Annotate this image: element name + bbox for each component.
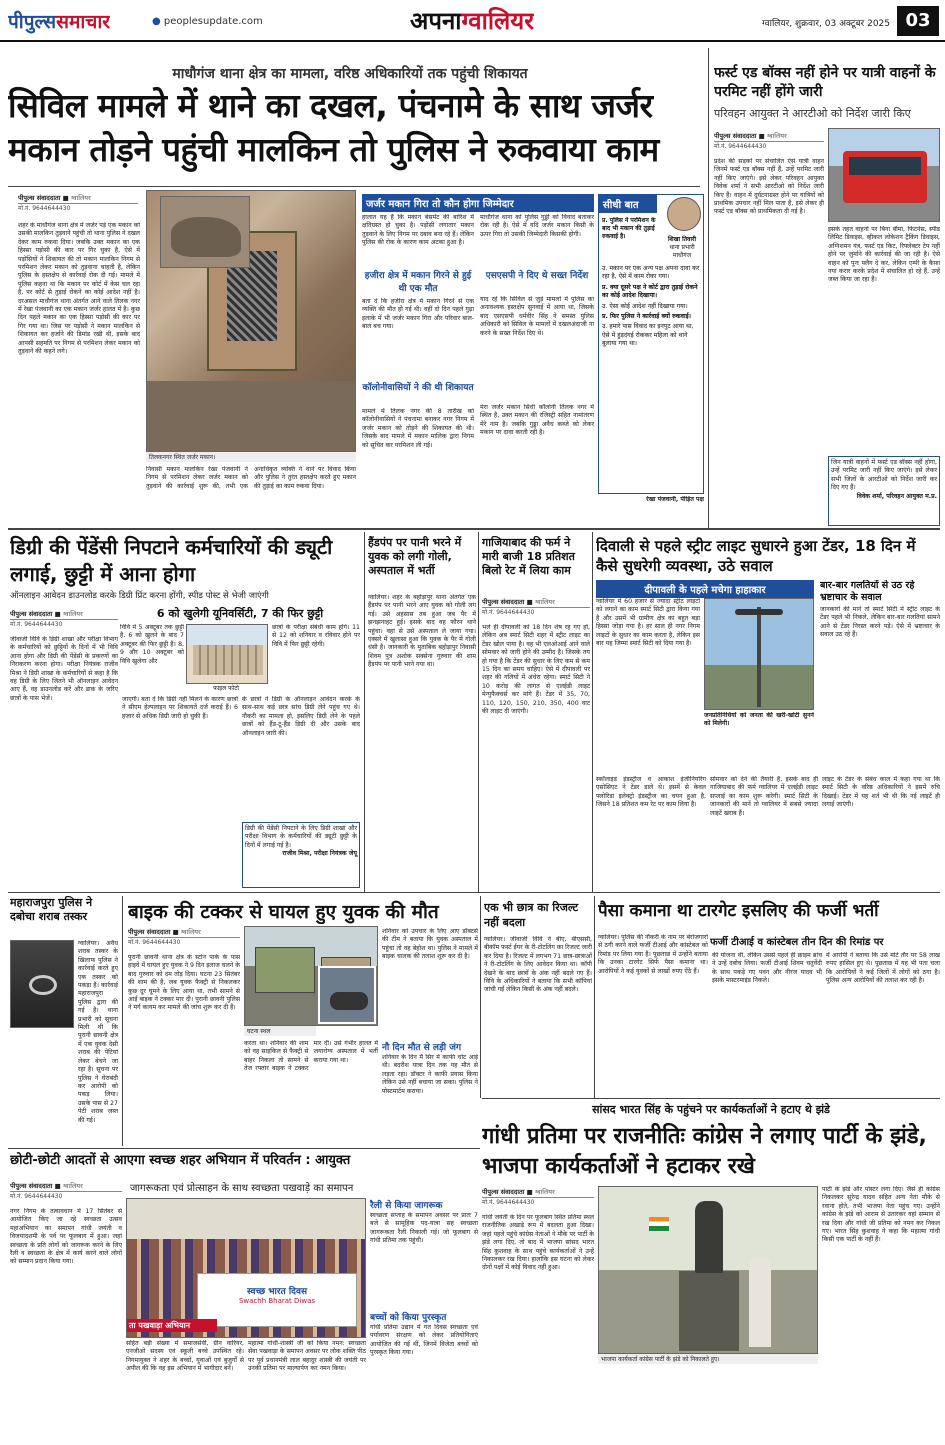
firstaid-box-sign: विवेक शर्मा, परिवहन आयुक्त म.प्र. bbox=[856, 492, 937, 500]
sub5-title: एसएसपी ने दिए थे सख्त निर्देश bbox=[485, 271, 589, 281]
interview-person: शिखा तिवारी bbox=[667, 236, 697, 243]
fake-subhead: फर्जी टीआई व कांस्टेबल तीन दिन की रिमांड पर bbox=[710, 937, 884, 948]
website-link[interactable] bbox=[152, 16, 263, 27]
paper-logo[interactable] bbox=[8, 8, 110, 34]
quote-signature: रेखा पंजवानी, पीड़ित पक्ष bbox=[646, 496, 704, 503]
qa-line: प्र. फिर पुलिस ने कार्रवाई क्यों रुकवाई। bbox=[602, 313, 691, 321]
page-number: 03 bbox=[897, 6, 939, 36]
diwali-sub-right: बार-बार गलतियों से उठ रहे भ्रष्टाचार के सवाल bbox=[820, 580, 915, 603]
degree-info-2: छात्रों के परीक्षा संबंधी काम होंगे। 11 से 12 को शनिवार व रविवार होने पर विवि में फिर छुट्टी रहेगी। bbox=[272, 624, 360, 648]
swachh-banner-left: ता पखवाड़ा अभियान bbox=[127, 1319, 217, 1332]
degree-byline: पीपुल्स संवाददाता ■ ग्वालियर मो.नं. 9644644430 bbox=[10, 608, 118, 628]
diwali-photo bbox=[704, 598, 814, 710]
fake-body: ग्वालियर। पुलिस की नौकरी के नाम पर बेरोजगारों से ठगी करने वाले फर्जी टीआई और कांस्टेबल को रिमांड पर लिया गया है। पूछताछ में उन्होंने बताया कि उनका टारगेट सिर्फ पैसा कमाना था। आरोपियों ने कई युवकों से लाखों रुपए ऐंठे हैं। bbox=[598, 934, 708, 975]
fake-headline: पैसा कमाना था टारगेट इसलिए की फर्जी भर्ती bbox=[598, 901, 879, 921]
diwali-body-4: लाइट के टेंडर के संबंध काल में कहा गया था कि स्मार्ट सिटी के वरिष्ठ अधिकारियों ने इसमें रुचि दिखाई। टेंडर में यह शर्त भी थी कि नई लाइटें ही लगाई जाएंगी। bbox=[822, 776, 940, 809]
byline-name: पीपुल्स संवाददाता bbox=[18, 194, 61, 202]
diwali-right-body: जानकारों की मानें तो स्मार्ट सिटी में स्ट्रीट लाइट के टेंडर पहले भी निकले, लेकिन बार-बार गलतियां सामने आने से टेंडर निरस्त करने पड़े। ऐसे में भ्रष्टाचार के सवाल उठ रहे हैं। bbox=[820, 606, 940, 639]
degree-info-1: विवि में 5 अक्टूबर तक छुट्टी है, 6 को खुलने के बाद 7 अक्टूबर की फिर छुट्टी है। 8, 9 और 10 अक्टूबर को विवि खुलेगा और bbox=[120, 624, 184, 665]
divider bbox=[8, 528, 940, 530]
robbery-headline: महाराजपुरा पुलिस ने दबोचा शराब तस्कर bbox=[10, 896, 93, 923]
result-headline: एक भी छात्र का रिजल्ट नहीं बदला bbox=[484, 901, 579, 929]
degree-photo bbox=[186, 624, 268, 684]
swachh-body: नगर निगम के तत्वावधान में 17 सितंबर से आयोजित किए जा रहे स्वच्छता उत्सव महाअभियान का समापन गांधी जयंती व विजयादशमी के पर्व पर फूलबाग में हुआ। जहां स्वच्छता के प्रति लोगों को जागरूक करने के लिए रैली व स्वच्छता के क्षेत्र में कार्य करने वाले लोगों को सम्मान प्रदान किया गया। bbox=[10, 1208, 122, 1266]
swachh-subhead: जागरूकता एवं प्रोत्साहन के साथ स्वच्छता पखवाड़े का समापन bbox=[130, 1183, 354, 1194]
firstaid-byline: पीपुल्स संवाददाता ■ ग्वालियर मो.नं. 9644644430 bbox=[714, 130, 824, 150]
photo-rubble-shape bbox=[147, 381, 356, 452]
degree-box-text: डिग्री की पेंडेंसी निपटाने के लिए डिग्री शाखा और परीक्षा विभाग के कर्मचारियों की ड्यूटी छुट्टी के दिनों में लगाई गई है। bbox=[245, 825, 357, 849]
byline-city: ग्वालियर bbox=[535, 598, 555, 606]
byline-name: पीपुल्स संवाददाता bbox=[128, 928, 171, 936]
lead-body-2: निवासी मकान मालकिन रेखा पंजवानी ने निगम से परमिशन लेकर जर्जर मकान को तुड़वाने की कार्रवाई शुरू की, तभी एक अनाधिकृत व्यक्ति ने थाने पर विवाद किया और पुलिस ने तुरंत हस्तक्षेप करते हुए मकान की तुड़ाई का काम रुकवा दिया। bbox=[146, 466, 356, 490]
interview-label: सीधी बात bbox=[599, 195, 657, 213]
lead-kicker: माधौगंज थाना क्षेत्र का मामला, वरिष्ठ अधिकारियों तक पहुंची शिकायत bbox=[172, 66, 528, 82]
byline-phone: मो.नं. 9644644430 bbox=[10, 621, 63, 628]
paper-name-left: पीपुल्स bbox=[8, 11, 57, 33]
interview-qa bbox=[602, 217, 660, 241]
diwali-sub-left: दीपावली के पहले मचेगा हाहाकार bbox=[596, 580, 814, 598]
interview-qa-rest bbox=[602, 265, 702, 349]
quote-body: मेरा जर्जर मकान सिंधी कॉलोनी तिलक नगर में स्थित है, उक्त मकान की रजिस्ट्री सहित नामांतरण मेरे नाम है। जबकि गुड्डा अवैध कब्जे को लेकर मकान पर दावा करती रही है। bbox=[480, 404, 594, 437]
gandhi-photo-caption: भाजपा कार्यकर्ता कांग्रेस पार्टी के झंडे को निकालते हुए। bbox=[598, 1354, 818, 1364]
diwali-body: ग्वालियर में 60 हजार से ज्यादा स्ट्रीट लाइटों को लगाने का काम स्मार्ट सिटी द्वारा किया गया है और उसमें भी ग्रामीण क्षेत्र का बहुत बड़ा हिस्सा जोड़ा गया है। हर साल ही नगर निगम लाइटों के सुधार का काम करता है, लेकिन इस बार यह जिम्मा स्मार्ट सिटी को दिया गया है। bbox=[596, 598, 700, 648]
sub5-body: याद रहे कि सिविल से जुड़े मामलों में पुलिस का अनावश्यक हस्तक्षेप सुनवाई में आया था, जिसके बाद एसएसपी धर्मवीर सिंह ने समस्त पुलिस अधिकारी को सिविल के मामलों में दखलअंदाजी ना करने के सख्त निर्देश दिए थे। bbox=[480, 296, 594, 337]
lead-byline: पीपुल्स संवाददाता ■ ग्वालियर मो.नं. 9644644430 bbox=[18, 192, 138, 212]
lead-headline: सिविल मामले में थाने का दखल, पंचनामे के साथ जर्जर मकान तोड़ने पहुंची मालकिन तो पुलिस ने रुकवाया काम bbox=[8, 86, 659, 169]
degree-body-3: के छात्रों ने डिग्री के ऑनलाइन आवेदन करके के साथ-साथ कई छात्र सांच डिग्री लेने पहुंच गए थे। नौकरी का मामला हो, इसलिए डिग्री लेने के पहले छात्रों को हैंड-टू-हैंड डिग्री दी और उसके बाद ऑनलाइन जारी की। bbox=[242, 696, 360, 737]
handpump-headline: हैंडपंप पर पानी भरने में युवक को लगी गोली, अस्पताल में भर्ती bbox=[368, 536, 462, 577]
column-divider bbox=[594, 896, 595, 1098]
statue-pedestal-shape bbox=[679, 1271, 739, 1351]
divider bbox=[482, 1098, 940, 1099]
gandhi-photo bbox=[598, 1186, 818, 1354]
column-divider bbox=[592, 532, 593, 892]
byline-name: पीपुल्स संवाददाता bbox=[482, 598, 525, 606]
statue-shape bbox=[695, 1201, 723, 1273]
byline-phone: मो.नं. 9644644430 bbox=[482, 1199, 535, 1206]
firstaid-body-2: इसके तहत वाहनों पर बिना बीमा, फिटनेस, स्पीड लिमिट डिवाइस, व्हीकल लोकेशन ट्रैकिंग डिवाइस, अग्निशमन यंत्र, फर्स्ट एड किट, रिफ्लेक्टर टेप नहीं होने पर जुर्माने की कार्रवाई की जा रही है। ऐसे वाहन को पुनः फ्लैग दे कर, लेकिन एम्पी के कैफ़ा नया करार करके प्रदेश में संचालित हो रहे हैं, उन्हें जब्त किया जा रहा है। bbox=[828, 226, 940, 284]
lead-photo-inset bbox=[160, 196, 250, 268]
interview-avatar bbox=[667, 197, 701, 231]
bike-sub-body: शनिवार के दिन मैं सिर में काफी चोट आई थी। बदरीश यात्रा दिन तक यह मौत से लड़ता रहा। डॉक्टर ने काफी प्रयास किया लेकिन उसे नहीं बचाया जा सका। पुलिस ने पोस्टमार्टम कराया। bbox=[382, 1054, 478, 1095]
degree-subhead: ऑनलाइन आवेदन डाउनलोड करके डिग्री प्रिंट करना होंगी, स्पीड पोस्ट से भेजी जाएंगी bbox=[10, 591, 269, 601]
bike-sub-title: नौ दिन मौत से लड़ी जंग bbox=[382, 1043, 462, 1053]
website-text: peoplesupdate.com bbox=[163, 16, 263, 27]
qa-line: उ. हमारे पास विवाद का इनपुट आया था, ऐसे में हुड़दंगई रोककर महिला को थाने बुलाया गया था। bbox=[602, 323, 694, 348]
column-divider bbox=[480, 896, 481, 1098]
swachh-byline: पीपुल्स संवाददाता ■ ग्वालियर मो.नं. 9644644430 bbox=[10, 1180, 122, 1200]
firstaid-bus-photo bbox=[828, 128, 940, 222]
qa-line: प्र. क्या दूसरे पक्ष ने कोर्ट द्वारा तुड़ाई रोकने का कोई आदेश दिखाया। bbox=[602, 283, 698, 300]
byline-city: ग्वालियर bbox=[767, 132, 787, 140]
degree-photo-caption: फाइल फोटो bbox=[213, 685, 239, 692]
byline-city: ग्वालियर bbox=[181, 928, 201, 936]
qa-line: प्र. पुलिस ने परमिशन के बाद भी मकान की तुड़ाई रुकवाई है। bbox=[602, 217, 656, 240]
truck-shape bbox=[255, 947, 315, 993]
inset-rubble bbox=[171, 217, 241, 257]
interview-box bbox=[598, 194, 704, 494]
sub1-body: हालात यह हैं कि मकान बेसमेंट की बारिश में क्षतिग्रस्त हो चुका है। पड़ोसी लगातार मकान तुड़वाने के लिए निगम पर दबाव बना रहे हैं। लेकिन पुलिस की रोक के कारण काम अटका हुआ है। bbox=[362, 214, 474, 247]
column-divider bbox=[478, 532, 479, 892]
firstaid-subhead: परिवहन आयुक्त ने आरटीओ को निर्देश जारी किए bbox=[714, 107, 911, 120]
streetlight-arm-shape bbox=[735, 609, 783, 615]
gandhi-headline: गांधी प्रतिमा पर राजनीतिः कांग्रेस ने लगाए पार्टी के झंडे, भाजपा कार्यकर्ताओं ने हटाकर रखे bbox=[482, 1124, 927, 1179]
ghaziabad-body: भले ही दीपावली को 18 दिन शेष रह गए हों, लेकिन अब स्मार्ट सिटी शहर में स्ट्रीट लाइट का टेंडर खोल पाया है। वह भी एलओआई आने वाले सोमवार को जारी होने की उम्मीद है। जिसके तय हो गया है कि टेंडर की सुधार के लिए कम से कम 15 दिन का समय चाहिए। ऐसे में दीपावली पर शहर की गलियों में अंधेरा रहेगा। स्मार्ट सिटी ने 10 करोड़ की लागत से एलईडी लाइट मेन्युफैक्चर्स कर मांगे हैं। टेंडर में 35, 70, 110, 120, 150, 210, 350, 400 वाट की लाइट दी जाएंगी। bbox=[482, 624, 590, 716]
byline-phone: मो.नं. 9644644430 bbox=[714, 143, 767, 150]
section-title-b: ग्वालियर bbox=[461, 7, 535, 35]
person-shape bbox=[749, 1257, 771, 1347]
byline-city: ग्वालियर bbox=[63, 1182, 83, 1190]
result-body: ग्वालियर। जीवाजी विवि ने बीए, बीएससी, बीकॉम फर्स्ट ईयर के री-टोटलिंग का रिजल्ट जारी कर दिया है। रिजल्ट में लगभग 71 छात्र-छात्राओं ने री-टोटलिंग के लिए आवेदन किया था। कॉपी देखने के बाद छात्रों के अंक नहीं बदले गए हैं। विवि के अधिकारियों ने बताया कि सभी कॉपियां जांची गईं लेकिन किसी के अंक नहीं बदले। bbox=[484, 936, 592, 994]
gandhi-byline: पीपुल्स संवाददाता ■ ग्वालियर मो.नं. 9644644430 bbox=[482, 1186, 594, 1206]
swachh-sub2-title: बच्चों को किया पुरस्कृत bbox=[370, 1313, 447, 1323]
byline-phone: मो.नं. 9644644430 bbox=[10, 1193, 63, 1200]
byline-name: पीपुल्स संवाददाता bbox=[10, 610, 53, 618]
ghaziabad-headline: गाजियाबाद की फर्म ने मारी बाजी 18 प्रतिशत बिलो रेट में लिया काम bbox=[482, 536, 575, 577]
bike-photo-inset bbox=[318, 966, 376, 1024]
bike-col3: शनिवार को उपचार के लिए आए डॉक्टर्स की टीम ने बताया कि युवक अस्पताल में पहुंचा तो वह बेहोश था। पुलिस ने मामले में बाइक चालक की तलाश शुरू कर दी है। bbox=[382, 928, 478, 961]
lead-body: शहर के माधौगंज थाना क्षेत्र में जर्जर पड़े एक मकान को उसकी मालकिन तुड़वाने पहुंची तो थाना पुलिस ने दखल देकर काम रुकवा दिया। जबकि उक्त मकान का एक हिस्सा पड़ोसी की कार पर गिर चुका है, ऐसे में पड़ोसियों ने शिकायत की तो मकान मालकिन निगम से परमिशन लेकर मकान को तुड़वाना चाहती है, लेकिन पुलिस के हस्तक्षेप से कार्रवाई रोक दी गई। मामले में पुलिस कहना था कि मकान पर कोर्ट में केस चल रहा है, पर कोर्ट से तुड़ाई रोकने का कोई आदेश नहीं है। दरअसल माधौगंज थाना अंतर्गत आने वाले तिलक नगर में रेखा पंजवानी का एक मकान जर्जर हालत में है। कुछ दिन पहले मकान का एक हिस्सा पड़ोसी की कार पर गिर गया था। जिस पर पड़ोसी ने मकान मालकिन से शिकायत कर हर्जाने की डिमांड रखी थी, इसके बाद आपसी सहमति पर निगम से परमिशन लेकर मकान को तुड़वाने की कहने लगे। bbox=[18, 222, 140, 356]
byline-name: पीपुल्स संवाददाता bbox=[10, 1182, 53, 1190]
diwali-body-2: स्कॉलाइड इंडस्ट्रीज व आकाश इंजीनियरिंग एसोसिएट ने टेंडर डाले थे। इसमें से केवल फ्लोरिडा इलेक्ट्रो इंडस्ट्रीज का चयन हुआ है, जिसने 18 प्रतिशत कम रेट पर काम लिया है। bbox=[596, 776, 706, 809]
degree-body-2: जाएगी। बता दें कि डिग्री नहीं मिलने के कारण छात्रों ने सीएम हेल्पलाइन पर शिकायतें दर्ज कराई हैं। 6 हजार से अधिक डिग्री जारी हो चुकी हैं। bbox=[122, 696, 238, 720]
byline-city: ग्वालियर bbox=[71, 194, 91, 202]
bike-photo-caption: घटना स्थल bbox=[244, 1026, 316, 1036]
masthead bbox=[0, 0, 945, 42]
sub4-body: माधौगंज थाना को पुलिस गुड्डी को विवाद बताकर रोक रही है। ऐसे में यदि जर्जर मकान किसी के ऊपर गिरा तो उसकी जिम्मेदारी किसकी होगी। bbox=[480, 214, 594, 238]
section-title bbox=[410, 4, 534, 37]
globe-icon: ● bbox=[152, 16, 164, 27]
swachh-headline: छोटी-छोटी आदतों से आएगा स्वच्छ शहर अभियान में परिवर्तन : आयुक्त bbox=[10, 1153, 351, 1168]
divider bbox=[8, 186, 700, 187]
gandhi-kicker: सांसद भारत सिंह के पहुंचने पर कार्यकर्ताओं ने हटाए थे झंडे bbox=[592, 1103, 830, 1116]
diwali-body-3: सोमवार को देने की तैयारी है, इसके बाद ही गाजियाबाद की फर्म ग्वालियर में एलईडी लाइट सप्लाई का काम शुरू करेगी। स्मार्ट सिटी के जानकारों की मानें तो ग्वालियर में सबसे ज्यादा लाइटें खराब हैं। bbox=[710, 776, 818, 817]
flag-shape bbox=[649, 1217, 669, 1231]
banner-shape bbox=[197, 1273, 357, 1327]
sub3-title: कॉलोनीवासियों ने की थी शिकायत bbox=[362, 383, 474, 393]
qa-line: उ. मकान पर एक अन्य पक्ष अपना दावा कर रहा है, ऐसे में काम रोका गया। bbox=[602, 265, 700, 281]
bus-window-shape bbox=[849, 157, 921, 175]
firstaid-box-text: जिन यात्री वाहनों में फर्स्ट एड बॉक्स नहीं होगा, उन्हें परमिट जारी नहीं किए जाएंगे। इसे लेकर सभी जिलों के आरटीओ को निर्देश जारी कर दिए गए हैं। bbox=[831, 459, 937, 492]
issue-date: ग्वालियर, शुक्रवार, 03 अक्टूबर 2025 bbox=[762, 19, 890, 29]
qa-line: उ. ऐसा कोई आदेश नहीं दिखाया गया। bbox=[602, 302, 688, 310]
bike-shape bbox=[330, 992, 368, 1010]
ghaziabad-byline: पीपुल्स संवाददाता ■ ग्वालियर मो.नं. 9644644430 bbox=[482, 596, 590, 616]
byline-phone: मो.नं. 9644644430 bbox=[482, 609, 535, 616]
sub2-body: बता दें कि हजीरा क्षेत्र में मकान गिरने से एक व्यक्ति की मौत हो गई थी। वहीं दो दिन पहले गुढ़ा इलाके में भी जर्जर मकान गिरा और परिवार बाल-बाल बच गया। bbox=[362, 298, 474, 331]
swachh-body-2: सहित बड़ी संख्या में समाजसेवी, ग्रीन वारियर, एनजीओ सदस्य एवं स्कूली बच्चे उपस्थित रहे। निगमायुक्त ने शहर के बच्चों, युवाओं एवं बुजुर्गों से अपील की कि वह इस अभियान में भागीदार बनें। bbox=[126, 1340, 244, 1373]
section-title-a: अपना bbox=[410, 7, 462, 35]
streetlight-pole-shape bbox=[757, 607, 761, 707]
column-divider bbox=[364, 532, 365, 892]
byline-city: ग्वालियर bbox=[63, 610, 83, 618]
degree-body: जीवाजी विवि के डिग्री शाखा और परीक्षा विभाग के कर्मचारियों को छुट्टियों के दिनों में भी विवि आना होगा और डिग्री की पेंडेंसी के प्रकरणों का निराकरण करना होगा। परीक्षा नियंत्रक राजीव मिश्रा ने डिग्री शाखा के कर्मचारियों से कहा है कि वह डिग्री के लिए जितने भी ऑनलाइन आवेदन आए हैं, वह डाउनलोड करें और डाक के जरिए छात्रों के पास भेजें। bbox=[10, 636, 118, 702]
firstaid-box bbox=[828, 456, 940, 526]
swachh-banner-sub: Swachh Bharat Diwas bbox=[238, 1297, 316, 1305]
building-shape bbox=[193, 645, 263, 675]
swachh-col-mid: महात्मा गांधी-शास्त्री जी को किया नमन: स्वच्छता सेवा पखवाड़ा के समापन अवसर पर लोक शक्ति पीठ पर पूर्व प्रधानमंत्री लाल बहादुर शास्त्री की जयंती पर उनकी प्रतिमा पर माल्यार्पण कर नमन किया। bbox=[248, 1340, 366, 1373]
byline-city: ग्वालियर bbox=[535, 1188, 555, 1196]
divider bbox=[8, 892, 940, 893]
swachh-sub1-title: रैली से किया जागरूक bbox=[370, 1201, 443, 1211]
sub2-title: हजीरा क्षेत्र में मकान गिरने से हुई थी एक मौत bbox=[364, 271, 472, 294]
sub3-body: मामले में तिलक नगर की 8 तारीख को कॉलोनीवासियों ने पंचनामा बनाकर नगर निगम में जर्जर मकान को तोड़ने की शिकायत की थी। जिसके बाद मामले में मकान मालिक द्वारा निगम को सूचित कर परमिशन ली गई। bbox=[362, 408, 474, 449]
firstaid-body: प्रदेश की सड़कों पर संचालित ऐसे यात्री वाहन जिनमें फर्स्ट एड बॉक्स नहीं हैं, उन्हें परमिट जारी नहीं किए जाएंगे। इसे लेकर परिवहन आयुक्त विवेक शर्मा ने सभी आरटीओ को निर्देश जारी किए हैं। वाहन में दुर्घटनाग्रस्त होने पर यात्रियों को प्राथमिक उपचार नहीं मिल पाता है, इसे लेकर ही फर्स्ट एड बॉक्स को प्राथमिकता दी गई है। bbox=[714, 158, 824, 216]
column-divider bbox=[122, 896, 123, 1146]
byline-phone: मो.नं. 9644644430 bbox=[128, 939, 181, 946]
robbery-body: ग्वालियर। अवैध शराब तस्कर के खिलाफ पुलिस ने कार्रवाई करते हुए एक तस्कर को पकड़ा है। कार्रवाई महाराजपुरा पुलिस द्वारा की गई है। थाना प्रभारी को सूचना मिली थी कि पुरानी छावनी क्षेत्र में एक युवक देसी शराब की पेटियां लेकर बेचने जा रहा है। सूचना पर पुलिस ने घेराबंदी कर आरोपी को पकड़ लिया। उसके पास से 27 पेटी शराब जब्त की गई। bbox=[78, 940, 118, 1124]
paper-name-right: समाचार bbox=[56, 11, 111, 33]
swachh-sub1-body: स्वच्छता सप्ताह के समापन अवसर पर प्रातः 7 बजे से सामूहिक पद-यात्रा सह स्वच्छता जागरूकता रैली निकाली गई। जो फूलबाग से गांधी प्रतिमा तक पहुंची। bbox=[370, 1212, 478, 1245]
diwali-headline: दिवाली से पहले स्ट्रीट लाइट सुधारने हुआ टेंडर, 18 दिन में कैसे सुधरेगी व्यवस्था, उठे सवाल bbox=[596, 537, 916, 575]
bike-body-2: करता था। शनिवार की शाम को वह साइकिल से फैक्ट्री से बाहर निकला तो सामने से तेज रफ्तार बाइक ने टक्कर मार दी। उसे गंभीर हालत में जयारोग्य अस्पताल में भर्ती कराया गया था। bbox=[244, 1040, 378, 1073]
swachh-sub2-body: गांधी प्रतिमा उद्यान में गत दिवस स्वच्छता एवं पर्यावरण संरक्षण को लेकर प्रतियोगिताएं आयोजित की गई थीं, जिनमें विजेता बच्चों को पुरस्कृत किया गया। bbox=[370, 1324, 478, 1357]
swachh-banner-text: स्वच्छ भारत दिवस bbox=[246, 1287, 308, 1297]
gandhi-body: गांधी जयंती के दिन पर फूलबाग स्थित प्रतिमा स्थल राजनीतिक अखाड़े रूप में बदलता हुआ दिखा। जहां पहले पहुंचे कांग्रेस नेताओं ने मौके पर पार्टी के झंडे लगा दिए, तो बाद में भाजपा सांसद भारत सिंह कुशवाह के साथ पहुंचे कार्यकर्ताओं ने उन्हें निकालकर रख दिया। हालांकि इस घटना को लेकर दोनों पक्षों में कोई विवाद नहीं हुआ। bbox=[482, 1214, 594, 1272]
fake-body-2: की योजना थी, लेकिन उससे पहले ही क्राइम ब्रांच ने उन्हें दबोच लिया। फर्जी टीआई शिवम चतुर्वेदी के साथ पकड़े गए पवन और नीरज यादव भी इसके मास्टरमाइंड निकले। bbox=[712, 952, 822, 985]
byline-name: पीपुल्स संवाददाता bbox=[482, 1188, 525, 1196]
byline-phone: मो.नं. 9644644430 bbox=[18, 205, 71, 212]
divider bbox=[8, 1148, 480, 1149]
gandhi-body-2: पार्टी के झंडे और पोस्टर लगा दिए। जैसे ही कांग्रेस निकलकर सुरेन्द्र यादव सहित अन्य नेता मौके से रवाना होते, तभी भाजपा नेता पहुंच गए। उन्होंने कांग्रेस के झंडे को आराम से उतारकर वहां सम्मान से रख दिया और गांधी जी प्रतिमा को नमन कर निकल गए। भारत सिंह कुशवाह ने कहा कि महात्मा गांधी किसी एक पार्टी के नहीं हैं। bbox=[822, 1186, 940, 1244]
degree-headline: डिग्री की पेंडेंसी निपटाने कर्मचारियों की ड्यूटी लगाई, छुट्टी में आना होगा bbox=[10, 535, 333, 586]
bike-headline: बाइक की टक्कर से घायल हुए युवक की मौत bbox=[128, 901, 439, 923]
column-divider bbox=[708, 48, 709, 528]
degree-box bbox=[242, 822, 360, 888]
byline-name: पीपुल्स संवाददाता bbox=[714, 132, 757, 140]
handpump-body: ग्वालियर। शहर के बहोड़ापुर थाना अंतर्गत एक हैंडपंप पर पानी भरने आए युवक को गोली लग गई। उसे अहसास तब हुआ जब पैर में झनझनाहट हुई। इसके बाद वह फौरन थाने पहुंचा। वहां से उसे अस्पताल ले जाया गया। एक्सरे में खुलासा हुआ कि युवक के पैर में गोली धंसी है। जानकारी के मुताबिक बहोड़ापुर निवासी शिवम पुत्र अशोक सक्सेना गुरुवार की शाम हैंडपंप पर पानी भरने गया था। bbox=[368, 594, 476, 669]
firstaid-headline: फर्स्ट एड बॉक्स नहीं होने पर यात्री वाहनों के परमिट नहीं होंगे जारी bbox=[714, 65, 936, 100]
swachh-photo bbox=[126, 1198, 366, 1338]
fake-body-3: में आरोपी ने बताया कि उसे मोटे तौर पर 58 लाख रुपए हासिल हुए थे। पूछताछ में यह भी पता चला कि आरोपियों ने कई जिलों में लोगों को ठगा है। पुलिस अन्य आरोपियों की तलाश कर रही है। bbox=[826, 952, 940, 985]
lead-photo-caption: तिलकनगर स्थित जर्जर मकान। bbox=[146, 452, 356, 462]
bike-body: पुरानी छावनी थाना क्षेत्र के स्टोन पार्क के पास हाइवे में घायल हुए युवक ने 9 दिन इलाज चलने के बाद गुरुवार को दम तोड़ दिया। घटना 23 सितंबर की शाम की है, जब युवक फैक्ट्री से निकलकर कुछ दूर घूमने के लिए आया था, तभी सामने से आई बाइक ने टक्कर मार दी। पुरानी छावनी पुलिस ने मर्ग कायम कर मामले की जांच शुरू कर दी है। bbox=[128, 954, 240, 1012]
interview-role: थाना प्रभारी माधौगंज bbox=[669, 244, 695, 259]
degree-box-sign: राजीव मिश्रा, परीक्षा नियंत्रक जेयू bbox=[282, 850, 357, 858]
degree-kicker: 6 को खुलेगी यूनिवर्सिटी, 7 की फिर छुट्टी bbox=[156, 607, 324, 620]
sub1-title: जर्जर मकान गिरा तो कौन होगा जिम्मेदार bbox=[362, 194, 594, 212]
diwali-photo-caption: जनप्रतिनिधियों को जनता की खरी-खोटी सुनने को मिलेगी। bbox=[704, 712, 814, 728]
bike-byline: पीपुल्स संवाददाता ■ ग्वालियर मो.नं. 9644644430 bbox=[128, 926, 240, 946]
